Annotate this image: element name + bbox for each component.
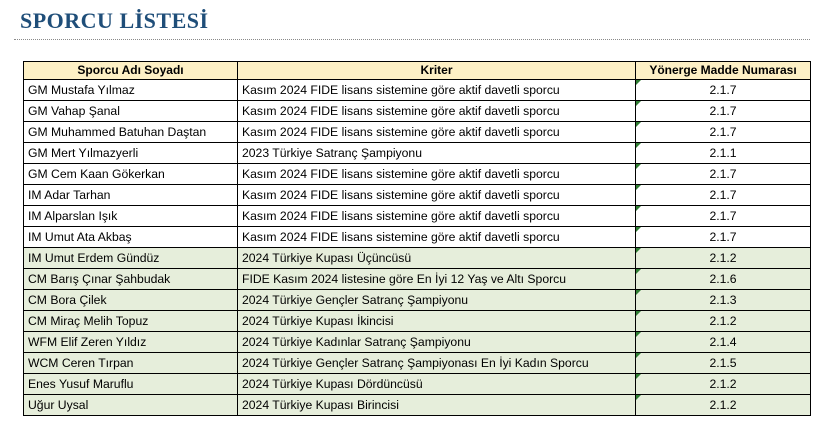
athlete-name-cell: GM Vahap Şanal [24,101,238,122]
table-row [24,374,811,395]
article-number-cell: 2.1.5 [636,353,811,374]
table-row [24,227,811,248]
table-row [24,143,811,164]
criterion-cell: 2024 Türkiye Kupası Üçüncüsü [238,248,636,269]
header-article-number: Yönerge Madde Numarası [636,62,811,80]
article-number-cell: 2.1.1 [636,143,811,164]
table-row [24,80,811,101]
article-number-cell: 2.1.7 [636,185,811,206]
athlete-name-cell: Enes Yusuf Maruflu [24,374,238,395]
table-row [24,332,811,353]
criterion-cell: 2024 Türkiye Kupası Birincisi [238,395,636,416]
table-row [24,122,811,143]
criterion-cell: Kasım 2024 FIDE lisans sistemine göre aktif davetli sporcu [238,185,636,206]
criterion-cell: Kasım 2024 FIDE lisans sistemine göre aktif davetli sporcu [238,164,636,185]
header-criterion: Kriter [238,62,636,80]
athlete-name-cell: IM Umut Ata Akbaş [24,227,238,248]
table-row [24,269,811,290]
criterion-cell: 2024 Türkiye Gençler Satranç Şampiyonu [238,290,636,311]
criterion-cell: 2023 Türkiye Satranç Şampiyonu [238,143,636,164]
header-athlete-name: Sporcu Adı Soyadı [24,62,238,80]
article-number-cell: 2.1.7 [636,164,811,185]
table-header-row [24,62,811,80]
athlete-name-cell: WFM Elif Zeren Yıldız [24,332,238,353]
athlete-name-cell: Uğur Uysal [24,395,238,416]
criterion-cell: Kasım 2024 FIDE lisans sistemine göre aktif davetli sporcu [238,101,636,122]
title-divider [14,39,810,40]
athlete-name-cell: CM Bora Çilek [24,290,238,311]
athlete-name-cell: IM Adar Tarhan [24,185,238,206]
table-row [24,185,811,206]
criterion-cell: 2024 Türkiye Kupası İkincisi [238,311,636,332]
article-number-cell: 2.1.2 [636,248,811,269]
article-number-cell: 2.1.7 [636,101,811,122]
article-number-cell: 2.1.2 [636,311,811,332]
athlete-name-cell: CM Barış Çınar Şahbudak [24,269,238,290]
article-number-cell: 2.1.2 [636,374,811,395]
article-number-cell: 2.1.7 [636,80,811,101]
table-row [24,353,811,374]
table-row [24,290,811,311]
article-number-cell: 2.1.3 [636,290,811,311]
article-number-cell: 2.1.4 [636,332,811,353]
athlete-name-cell: GM Mert Yılmazyerli [24,143,238,164]
criterion-cell: Kasım 2024 FIDE lisans sistemine göre aktif davetli sporcu [238,122,636,143]
criterion-cell: Kasım 2024 FIDE lisans sistemine göre aktif davetli sporcu [238,80,636,101]
athlete-table [23,61,811,416]
table-row [24,311,811,332]
athlete-name-cell: GM Mustafa Yılmaz [24,80,238,101]
criterion-cell: FIDE Kasım 2024 listesine göre En İyi 12 Yaş ve Altı Sporcu [238,269,636,290]
criterion-cell: Kasım 2024 FIDE lisans sistemine göre aktif davetli sporcu [238,227,636,248]
athlete-name-cell: GM Cem Kaan Gökerkan [24,164,238,185]
criterion-cell: 2024 Türkiye Kupası Dördüncüsü [238,374,636,395]
criterion-cell: Kasım 2024 FIDE lisans sistemine göre aktif davetli sporcu [238,206,636,227]
table-row [24,206,811,227]
article-number-cell: 2.1.7 [636,206,811,227]
page-title: SPORCU LİSTESİ [20,8,209,33]
article-number-cell: 2.1.7 [636,122,811,143]
criterion-cell: 2024 Türkiye Gençler Satranç Şampiyonası En İyi Kadın Sporcu [238,353,636,374]
article-number-cell: 2.1.2 [636,395,811,416]
athlete-name-cell: IM Umut Erdem Gündüz [24,248,238,269]
athlete-name-cell: CM Miraç Melih Topuz [24,311,238,332]
table-row [24,164,811,185]
criterion-cell: 2024 Türkiye Kadınlar Satranç Şampiyonu [238,332,636,353]
table-row [24,395,811,416]
table-row [24,101,811,122]
article-number-cell: 2.1.6 [636,269,811,290]
athlete-name-cell: WCM Ceren Tırpan [24,353,238,374]
athlete-name-cell: IM Alparslan Işık [24,206,238,227]
athlete-name-cell: GM Muhammed Batuhan Daştan [24,122,238,143]
table-row [24,248,811,269]
article-number-cell: 2.1.7 [636,227,811,248]
